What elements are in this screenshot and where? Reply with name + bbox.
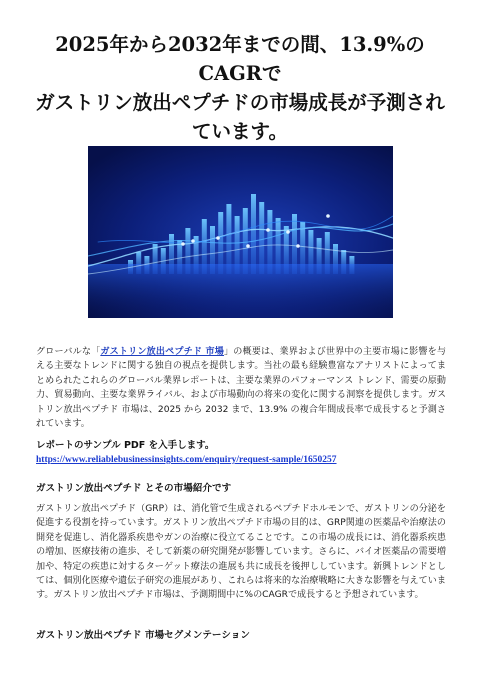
intro-prefix: グローバルな「 — [36, 347, 101, 357]
sample-label: レポートのサンプル PDF を入手します。 — [36, 440, 215, 451]
hero-bar — [251, 194, 256, 274]
title-line-3: ています。 — [192, 120, 288, 143]
hero-dot — [266, 228, 270, 232]
hero-dot — [286, 230, 290, 234]
hero-image — [88, 146, 393, 318]
sample-link[interactable]: https://www.reliablebusinessinsights.com/enquiry/request-sample/1650257 — [36, 455, 337, 465]
hero-bar — [226, 204, 231, 274]
title-line-1: 2025年から2032年までの間、13.9%のCAGRで — [55, 33, 425, 85]
hero-dot — [191, 239, 195, 243]
title-line-2: ガストリン放出ペプチドの市場成長が予測され — [35, 91, 445, 114]
intro-paragraph — [36, 345, 446, 431]
market-link[interactable]: ガストリン放出ペプチド 市場 — [100, 347, 225, 357]
hero-dot — [216, 236, 220, 240]
intro-body: 」の概要は、業界および世界中の主要市場に影響を与える主要なトレンドに関する独自の視点を提供します。当社の最も経験豊富なアナリストによってまとめられたこれらのグローバル業界レポートは、主要な業界のパフォーマンス トレンド、需要の原動力、貿易動向、主要な業界ライバル、および市場動向の将来の変化に関する洞察を提供します。ガストリン放出ペプチド 市場は、2025 から 2032 まで、13.9% の複合年間成長率で成長すると予測されています。 — [36, 347, 446, 430]
hero-bar — [259, 202, 264, 274]
section-intro-heading: ガストリン放出ペプチド とその市場紹介です — [36, 483, 232, 494]
page-title — [28, 30, 452, 146]
section-intro-paragraph: ガストリン放出ペプチド（GRP）は、消化管で生成されるペプチドホルモンで、ガストリンの分泌を促進する役割を持っています。ガストリン放出ペプチド市場の目的は、GRP関連の医薬品や治療法の開発を促進し、消化器系疾患やガンの治療に役立てることです。この市場の成長には、消化器系疾患の増加、医療技術の進歩、そして新薬の研究開発が影響しています。さらに、バイオ医薬品の需要増加や、特定の疾患に対するターゲット療法の進展も共に成長を後押ししています。新興トレンドとしては、個別化医療や遺伝子研究の進展があり、これらは将来的な治療戦略に大きな影響を与えています。ガストリン放出ペプチド市場は、予測期間中に%のCAGRで成長すると予想されています。 — [36, 504, 446, 601]
hero-dot — [326, 214, 330, 218]
hero-dot — [296, 244, 300, 248]
hero-dot — [246, 244, 250, 248]
section-segmentation-heading: ガストリン放出ペプチド 市場セグメンテーション — [36, 630, 250, 641]
hero-dot — [181, 242, 185, 246]
